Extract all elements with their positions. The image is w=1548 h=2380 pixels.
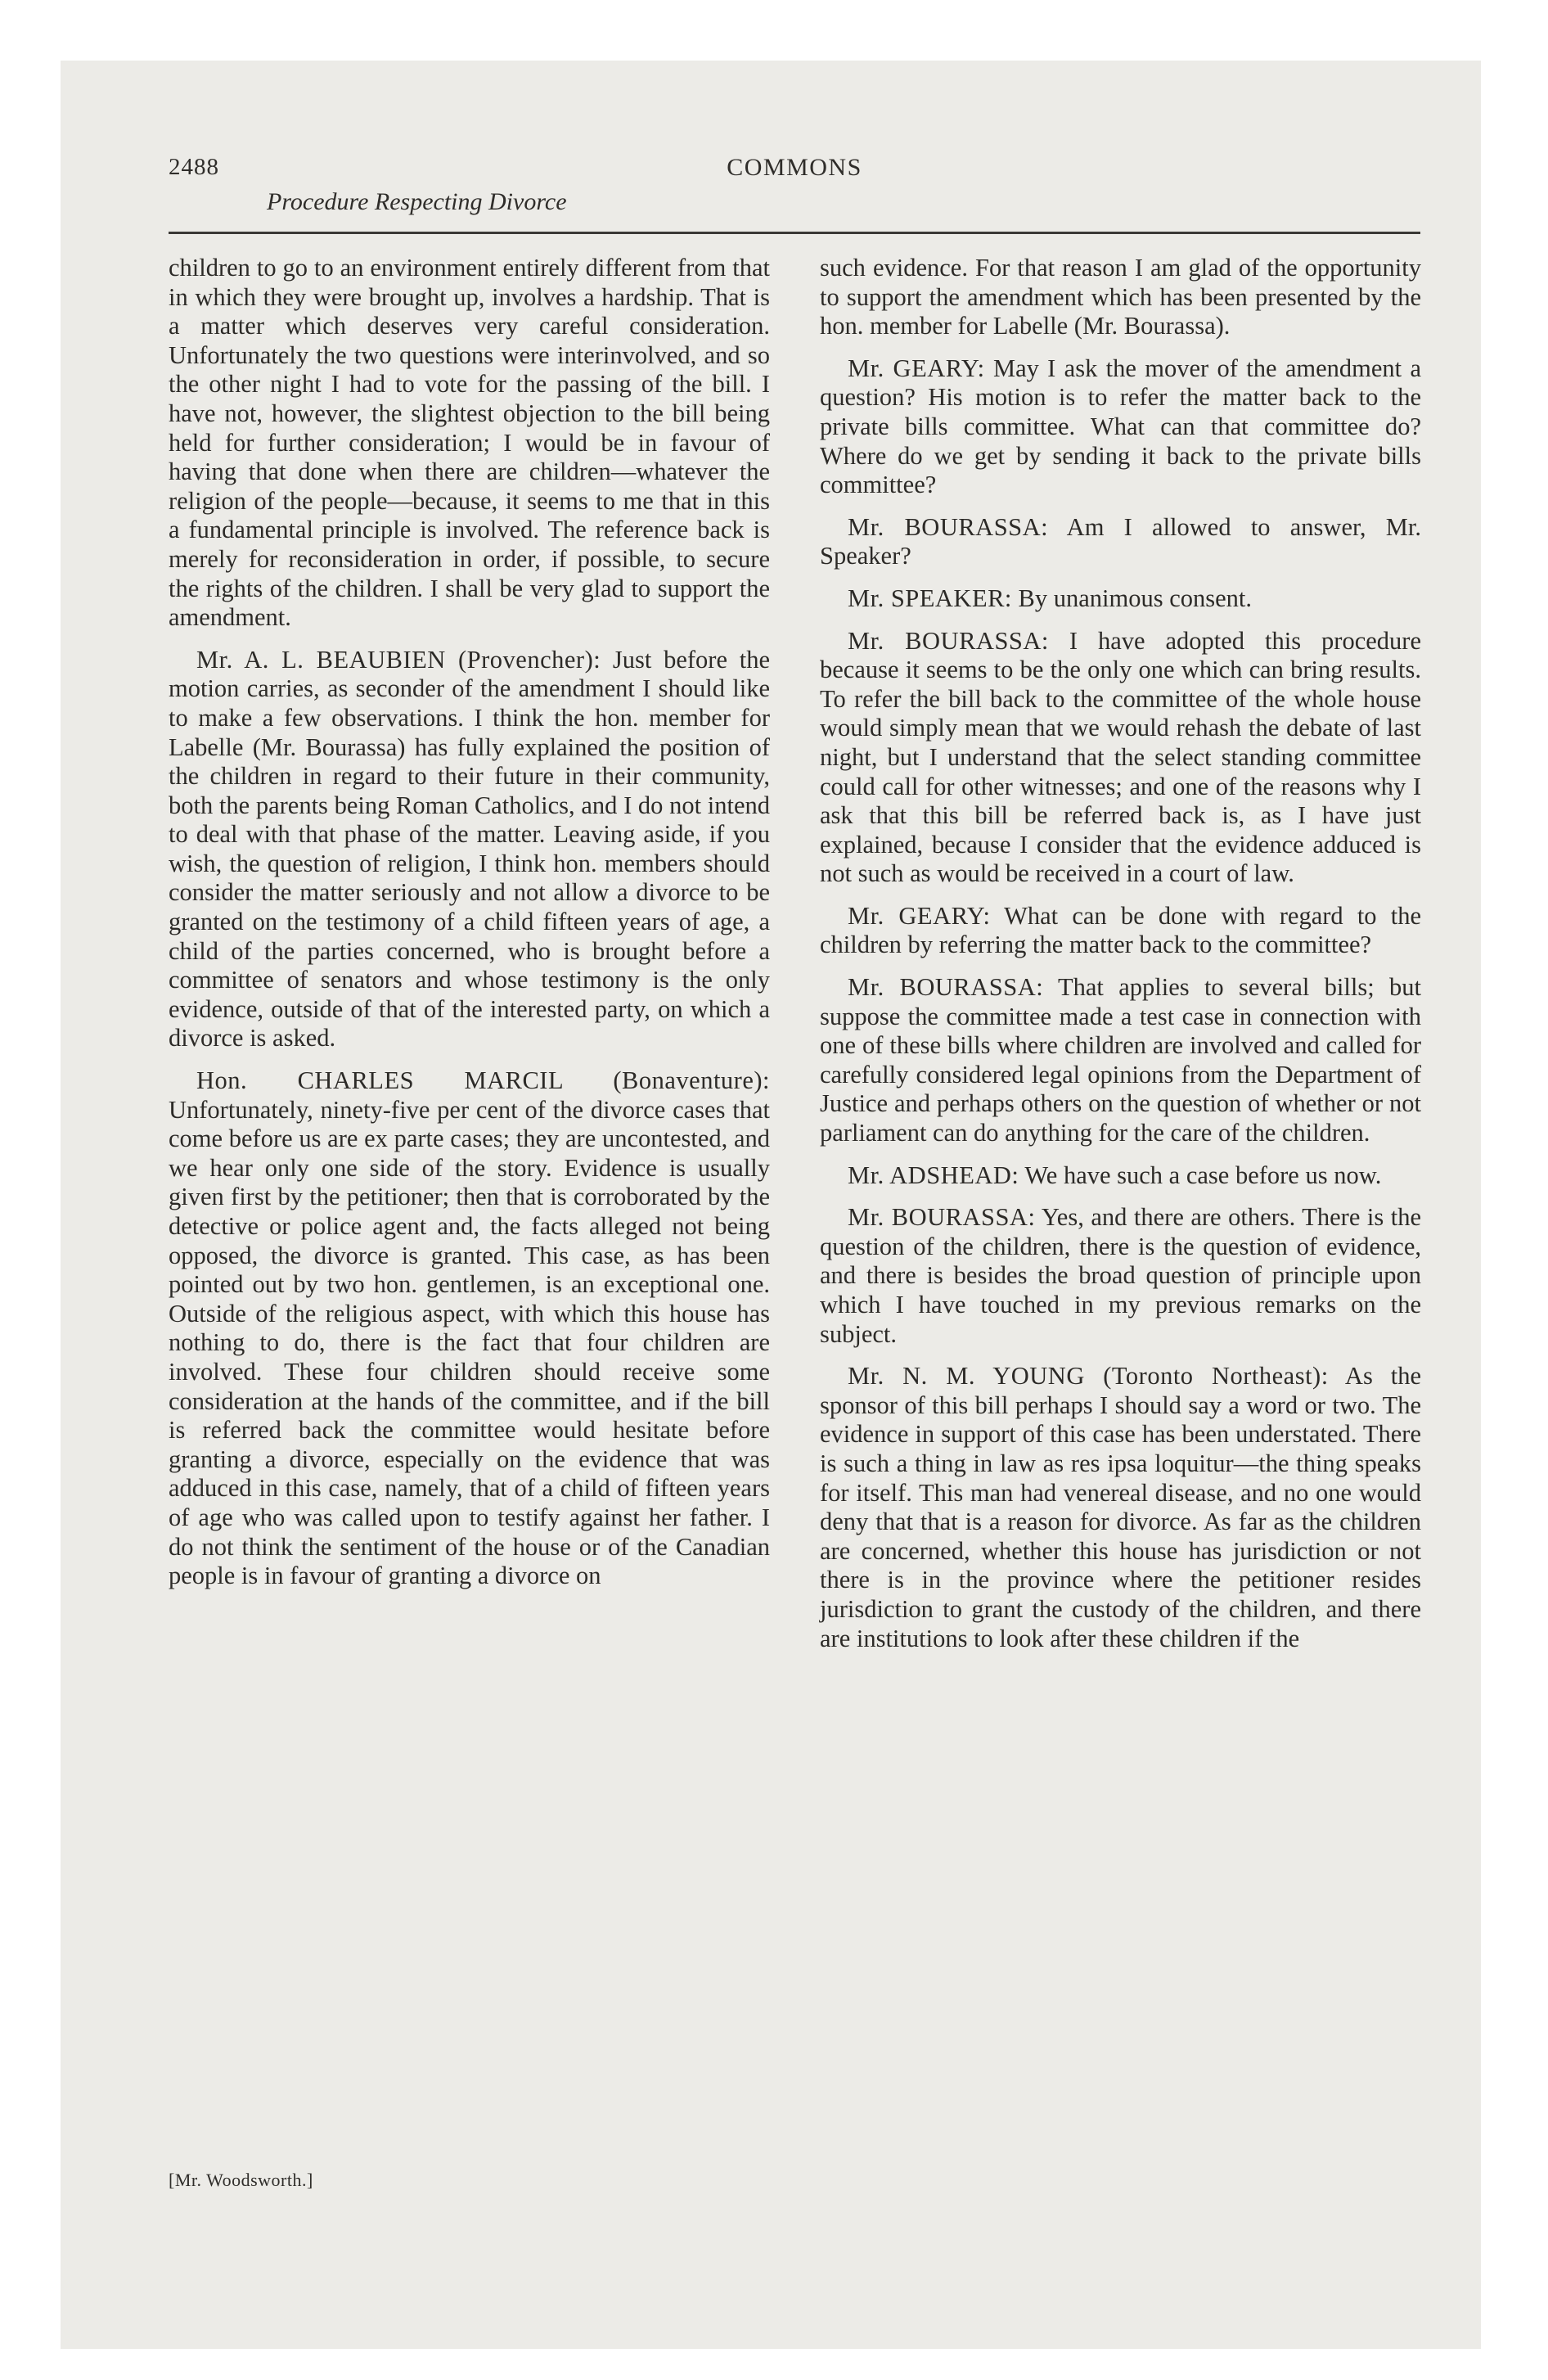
paragraph: [820, 584, 1421, 614]
paragraph-text: What can be done with regard to the children by referring the matter back to the committee?: [820, 901, 1422, 959]
paragraph: [169, 1066, 770, 1591]
paragraph-text: By unanimous consent.: [1011, 584, 1253, 612]
paragraph: [820, 254, 1421, 341]
paragraph: [169, 254, 770, 633]
speaker-name: Mr. GEARY:: [848, 901, 991, 930]
paragraph-text: children to go to an environment entirely different from that in which they were brought up, involves a hardship. That is a matter which deserves very careful consideration. Unfortunately the two questions were interinvolved, and so the other night I had to vote for the passing of the bill. I have not, however, the slightest objection to the bill being held for further consideration; I would be in favour of having that done when there are children—whatever the religion of the people—because, it seems to me that in this a fundamental principle is involved. The reference back is merely for reconsideration in order, if possible, to secure the rights of the children. I shall be very glad to support the amendment.: [169, 254, 770, 632]
speaker-name: Mr. ADSHEAD:: [848, 1161, 1019, 1189]
left-column: [169, 254, 770, 1604]
paragraph: [820, 513, 1421, 571]
paragraph-text: That applies to several bills; but suppose the committee made a test case in connection with one of these bills where children are involved and called for carefully considered legal opinions from the Department of Justice and perhaps others on the question of whether or not parliament can do anything for the care of the children.: [820, 973, 1421, 1147]
paragraph-text: As the sponsor of this bill perhaps I should say a word or two. The evidence in support of this case has been understated. There is such a thing in law as res ipsa loquitur—the thing speaks for itself. This man had venereal disease, and no one would deny that that is a reason for divorce. As far as the children are concerned, whether this house has jurisdiction or not there is in the province where the petitioner resides jurisdiction to grant the custody of the children, and there are institutions to look after these children if the: [820, 1362, 1421, 1652]
paragraph-text: May I ask the mover of the amendment a question? His motion is to refer the matter back to the private bills committee. What can that committee do? Where do we get by sending it back to the private bills committee?: [820, 354, 1422, 499]
speaker-name: Mr. A. L. BEAUBIEN (Provencher):: [196, 645, 601, 674]
header-rule: [169, 232, 1420, 234]
paragraph: [169, 646, 770, 1053]
speaker-name: Mr. GEARY:: [848, 354, 985, 382]
speaker-name: Hon. CHARLES MARCIL (Bonaventure):: [196, 1066, 770, 1095]
page-header: [169, 154, 1420, 219]
speaker-name: Mr. BOURASSA:: [848, 1203, 1036, 1232]
speaker-name: Mr. BOURASSA:: [848, 973, 1044, 1002]
paragraph-text: such evidence. For that reason I am glad of the opportunity to support the amendment which has been presented by the hon. member for Labelle (Mr. Bourassa).: [820, 254, 1421, 340]
paragraph-text: We have such a case before us now.: [1019, 1161, 1382, 1189]
paragraph-text: Am I allowed to answer, Mr. Speaker?: [820, 512, 1421, 570]
paragraph-text: Just before the motion carries, as seconder of the amendment I should like to make a few observations. I think the hon. member for Labelle (Mr. Bourassa) has fully explained the position of the children in regard to their future in their community, both the parents being Roman Catholics, and I do not intend to deal with that phase of the matter. Leaving aside, if you wish, the question of religion, I think hon. members should consider the matter seriously and not allow a divorce to be granted on the testimony of a child fifteen years of age, a child of the parties concerned, who is brought before a committee of senators and whose testimony is the only evidence, outside of that of the interested party, on which a divorce is asked.: [169, 645, 770, 1053]
paragraph: [820, 1161, 1421, 1191]
speaker-name: Mr. SPEAKER:: [848, 584, 1012, 612]
paragraph: [820, 1203, 1421, 1349]
paragraph: [820, 354, 1421, 500]
paragraph-text: I have adopted this procedure because it seems to be the only one which can bring results. To refer the bill back to the committee of the whole house would simply mean that we would rehash the debate of last night, but I understand that the select standing committee could call for other witnesses; and one of the reasons why I ask that this bill be referred back is, as I have just explained, because I consider that the evidence adduced is not such as would be received in a court of law.: [820, 626, 1421, 888]
paragraph: [820, 627, 1421, 889]
paragraph-text: Yes, and there are others. There is the question of the children, there is the question of evidence, and there is besides the broad question of principle upon which I have touched in my previous remarks on the subject.: [820, 1203, 1421, 1348]
paragraph: [820, 902, 1421, 960]
section-title: Procedure Respecting Divorce: [267, 188, 567, 215]
paragraph: [820, 1362, 1421, 1653]
page-number: 2488: [169, 154, 219, 180]
speaker-name: Mr. N. M. YOUNG (Toronto Northeast):: [848, 1362, 1329, 1391]
running-head: COMMONS: [727, 154, 862, 181]
paragraph: [820, 973, 1421, 1148]
speaker-name: Mr. BOURASSA:: [848, 512, 1049, 541]
paragraph-text: Unfortunately, ninety-five per cent of the divorce cases that come before us are ex parte cases; they are uncontested, and we hear only one side of the story. Evidence is usually given first by the petitioner; then that is corroborated by the detective or police agent and, the facts alleged not being opposed, the divorce is granted. This case, as has been pointed out by two hon. gentlemen, is an exceptional one. Outside of the religious aspect, with which this house has nothing to do, there is the fact that four children are involved. These four children should receive some consideration at the hands of the committee, and if the bill is referred back the committee would hesitate before granting a divorce, especially on the evidence that was adduced in this case, namely, that of a child of fifteen years of age who was called upon to testify against her father. I do not think the sentiment of the house or of the Canadian people is in favour of granting a divorce on: [169, 1095, 770, 1590]
footer-speaker-note: [Mr. Woodsworth.]: [169, 2170, 313, 2190]
right-column: [820, 254, 1421, 1666]
speaker-name: Mr. BOURASSA:: [848, 626, 1049, 655]
